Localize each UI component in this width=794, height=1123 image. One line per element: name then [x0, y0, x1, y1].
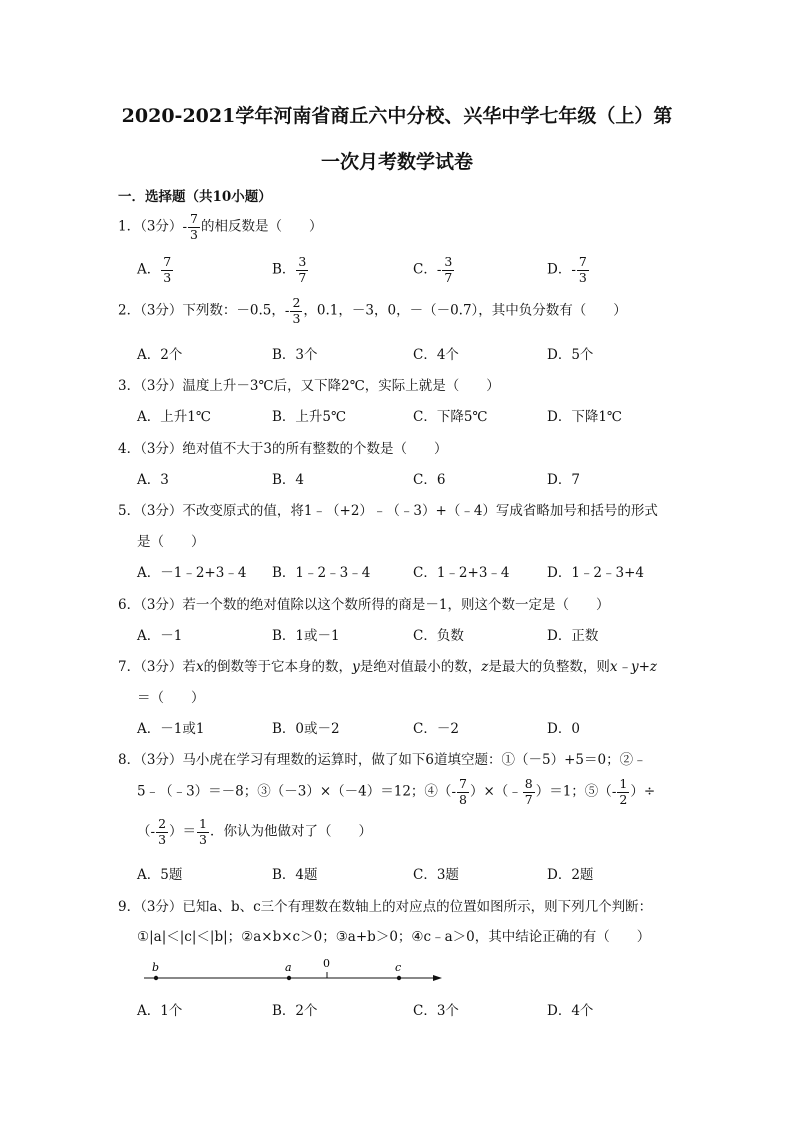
minus: - — [150, 824, 156, 840]
q7-option-d[interactable]: D．0 — [547, 721, 580, 737]
option-label: D． — [547, 261, 572, 278]
q1-denominator: 3 — [190, 226, 198, 242]
variable-y: y — [352, 659, 360, 675]
q7-text-2: 是绝对值最小的数， — [359, 659, 482, 675]
q8-text-b: ）×（﹣ — [469, 783, 522, 800]
question-1-suffix: 的相反数是（ ） — [200, 218, 323, 235]
denominator: 8 — [459, 791, 467, 807]
question-8-line-3 — [137, 818, 372, 846]
q7-text-1: 的倒数等于它本身的数， — [203, 659, 353, 675]
q5-option-a[interactable]: A．－1﹣2+3﹣4 — [137, 565, 247, 581]
q8-text-g: ．你认为他做对了（ ） — [209, 823, 372, 840]
q3-option-c[interactable]: C．下降5℃ — [413, 409, 488, 425]
q6-option-a[interactable]: A．－1 — [137, 628, 183, 644]
section-heading: 一．选择题（共10小题） — [118, 189, 272, 205]
variable-z: z — [481, 659, 489, 675]
label-zero: 0 — [323, 958, 330, 970]
q6-option-c[interactable]: C．负数 — [413, 628, 464, 644]
q8-fraction-3 — [617, 778, 629, 806]
option-minus: - — [571, 262, 576, 278]
option-label: C． — [413, 261, 437, 278]
q7-prefix: 7．（3分）若 — [118, 659, 196, 675]
variable-x: x — [195, 659, 204, 675]
q8-text-c: ）＝1；⑤（ — [535, 783, 612, 800]
denominator: 7 — [298, 269, 307, 285]
q9-option-a[interactable]: A．1个 — [137, 1003, 183, 1019]
q8-option-c[interactable]: C．3题 — [413, 867, 459, 883]
option-fraction — [296, 256, 308, 284]
question-9: 9．（3分）已知a、b、c三个有理数在数轴上的对应点的位置如图所示，则下列几个判断： — [118, 899, 653, 915]
q1-fraction — [188, 213, 200, 241]
label-b: b — [152, 961, 160, 974]
q7-text-3: 是最大的负整数，则 — [488, 659, 610, 675]
q4-option-b[interactable]: B．4 — [272, 472, 305, 488]
q6-option-d[interactable]: D．正数 — [547, 628, 599, 644]
question-5-continued: 是（ ） — [137, 534, 205, 550]
denominator: 3 — [163, 269, 172, 285]
q8-fraction-5 — [197, 818, 209, 846]
q2-option-b[interactable]: B．3个 — [272, 347, 318, 363]
q3-option-a[interactable]: A．上升1℃ — [137, 409, 211, 425]
q4-option-a[interactable]: A．3 — [137, 472, 169, 488]
numerator: 7 — [578, 254, 587, 269]
q8-text-f: ）＝ — [169, 823, 197, 840]
denominator: 2 — [619, 791, 628, 807]
q1-option-a[interactable] — [137, 256, 174, 284]
option-label: A． — [137, 261, 161, 278]
q2-option-d[interactable]: D．5个 — [547, 347, 594, 363]
option-minus: - — [436, 262, 442, 278]
denominator: 3 — [199, 831, 207, 847]
question-4: 4．（3分）绝对值不大于3的所有整数的个数是（ ） — [118, 441, 448, 457]
option-fraction — [161, 256, 173, 284]
q8-option-b[interactable]: B．4题 — [272, 867, 318, 883]
numerator: 2 — [158, 816, 167, 831]
q7-expression: x﹣y+z — [609, 659, 657, 675]
q8-option-d[interactable]: D．2题 — [547, 867, 594, 883]
q9-option-b[interactable]: B．2个 — [272, 1003, 318, 1019]
denominator: 3 — [158, 831, 167, 847]
question-7-continued: ＝（ ） — [137, 690, 205, 706]
q4-option-d[interactable]: D．7 — [547, 472, 580, 488]
q2-option-c[interactable]: C．4个 — [413, 347, 459, 363]
label-c: c — [395, 961, 402, 974]
denominator: 7 — [444, 269, 453, 285]
question-6: 6．（3分）若一个数的绝对值除以这个数所得的商是－1，则这个数一定是（ ） — [118, 597, 610, 613]
question-9-line-2: ①|a|＜|c|＜|b|；②a×b×c＞0；③a+b＞0；④c﹣a＞0，其中结论正确的有（ ） — [137, 929, 651, 945]
q2-minus: - — [284, 303, 290, 319]
question-5: 5．（3分）不改变原式的值，将1﹣（+2）﹣（﹣3）+（﹣4）写成省略加号和括号的形式 — [118, 503, 658, 519]
numerator: 3 — [298, 254, 307, 269]
denominator: 7 — [524, 791, 533, 807]
q8-text-d: ）÷ — [630, 783, 656, 800]
question-8-line-2 — [137, 778, 655, 806]
numerator: 8 — [524, 776, 533, 791]
q7-option-b[interactable]: B．0或－2 — [272, 721, 340, 737]
option-fraction — [442, 256, 454, 284]
q8-fraction-2 — [523, 778, 535, 806]
q3-option-d[interactable]: D．下降1℃ — [547, 409, 623, 425]
q4-option-c[interactable]: C．6 — [413, 472, 446, 488]
q5-option-d[interactable]: D．1﹣2﹣3+4 — [547, 565, 644, 581]
question-7 — [118, 655, 657, 675]
arrow-right-icon — [433, 975, 442, 981]
q1-minus: - — [182, 219, 187, 235]
option-fraction — [577, 256, 589, 284]
q8-text-e: （ — [137, 823, 151, 840]
point-b — [154, 976, 158, 980]
q8-fraction-4 — [156, 818, 168, 846]
question-3: 3．（3分）温度上升－3℃后，又下降2℃，实际上就是（ ） — [118, 378, 500, 394]
numerator: 2 — [292, 295, 301, 310]
point-c — [397, 976, 401, 980]
number-line-figure — [140, 958, 450, 990]
q2-option-a[interactable]: A．2个 — [137, 347, 183, 363]
denominator: 3 — [578, 269, 587, 285]
q7-option-a[interactable]: A．－1或1 — [137, 721, 205, 737]
point-a — [287, 976, 291, 980]
question-1 — [118, 213, 322, 241]
question-2-prefix: 2．（3分）下列数：－0.5， — [118, 302, 285, 319]
numerator: 7 — [459, 776, 467, 791]
numerator: 1 — [199, 816, 207, 831]
label-a: a — [285, 961, 292, 974]
question-2-suffix: ，0.1，－3，0，－（－0.7），其中负分数有（ ） — [303, 302, 627, 319]
question-2 — [118, 297, 627, 325]
q9-option-c[interactable]: C．3个 — [413, 1003, 459, 1019]
q8-text-a: 5﹣（﹣3）＝－8；③（－3）×（－4）＝12；④（ — [137, 783, 452, 800]
question-8: 8．（3分）马小虎在学习有理数的运算时，做了如下6道填空题：①（－5）+5＝0；②﹣ — [118, 752, 647, 768]
q1-option-c[interactable] — [413, 256, 455, 284]
numerator: 7 — [163, 254, 172, 269]
q1-numerator: 7 — [190, 211, 198, 226]
q8-fraction-1 — [457, 778, 469, 806]
question-1-prefix: 1．（3分） — [118, 218, 183, 235]
q5-option-b[interactable]: B．1﹣2﹣3﹣4 — [272, 565, 371, 581]
option-label: B． — [272, 261, 296, 278]
q8-option-a[interactable]: A．5题 — [137, 867, 183, 883]
numerator: 1 — [619, 776, 628, 791]
q3-option-b[interactable]: B．上升5℃ — [272, 409, 347, 425]
q7-option-c[interactable]: C．－2 — [413, 721, 459, 737]
minus: - — [451, 784, 456, 800]
q5-option-c[interactable]: C．1﹣2+3﹣4 — [413, 565, 510, 581]
q1-option-b[interactable] — [272, 256, 309, 284]
q2-fraction — [290, 297, 302, 325]
denominator: 3 — [292, 310, 301, 326]
exam-title-line-1: 2020-2021学年河南省商丘六中分校、兴华中学七年级（上）第 — [121, 105, 673, 127]
minus: - — [611, 784, 617, 800]
numerator: 3 — [444, 254, 453, 269]
exam-title-line-2: 一次月考数学试卷 — [320, 151, 473, 173]
q9-option-d[interactable]: D．4个 — [547, 1003, 594, 1019]
q1-option-d[interactable] — [547, 256, 590, 284]
q6-option-b[interactable]: B．1或－1 — [272, 628, 340, 644]
